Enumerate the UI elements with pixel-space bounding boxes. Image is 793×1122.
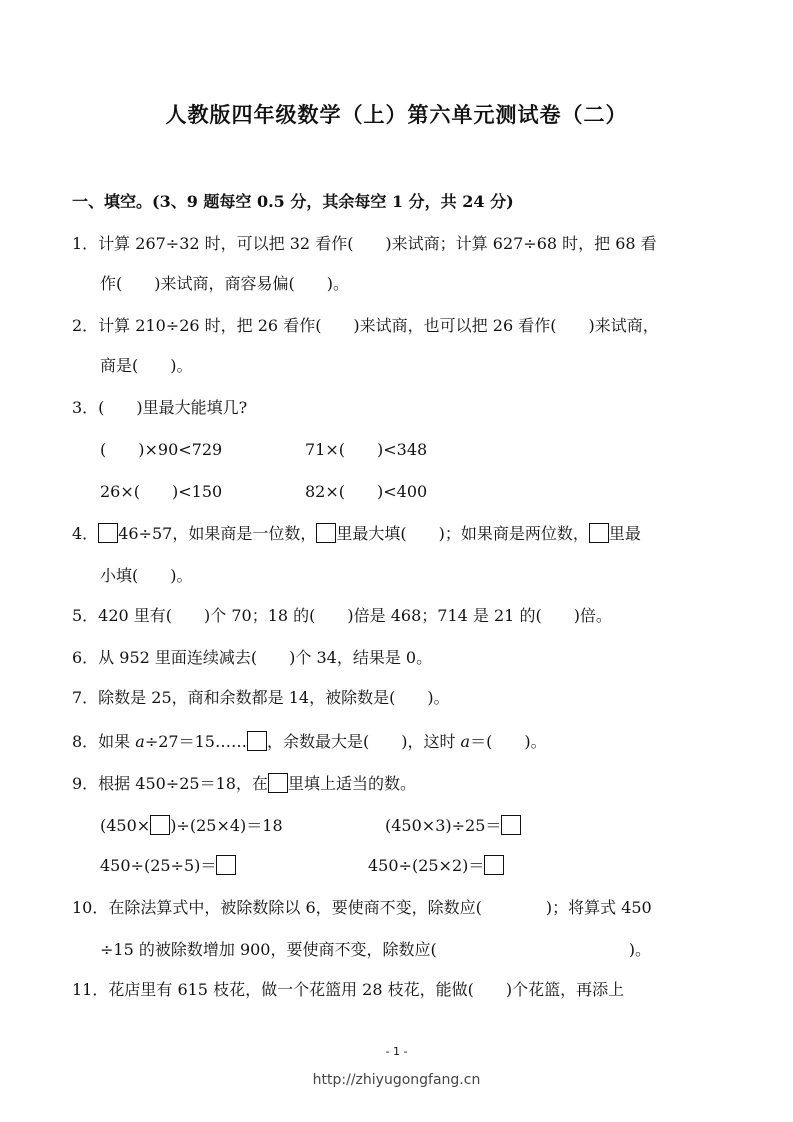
question-9-item-c <box>100 854 236 878</box>
question-10-line-1: 10．在除法算式中，被除数除以 6，要使商不变，除数应( )；将算式 450 <box>72 898 652 917</box>
question-3-line-1: 3．( )里最大能填几? <box>72 398 248 417</box>
question-2-line-2: 商是( )。 <box>100 356 193 375</box>
question-1-line-1: 1．计算 267÷32 时，可以把 32 看作( )来试商；计算 627÷68 时，把 68 看 <box>72 234 657 253</box>
question-8-text-a: 8．如果 <box>72 732 136 751</box>
question-9-item-a-text-2: )÷(25×4)＝18 <box>170 816 283 835</box>
question-4-text-c: 里最 <box>608 524 641 543</box>
answer-box <box>150 815 170 835</box>
question-6: 6．从 952 里面连续减去( )个 34，结果是 0。 <box>72 648 433 667</box>
question-4-text-b: 里最大填( )；如果商是两位数， <box>336 524 589 543</box>
question-9-text-a: 9．根据 450÷25＝18，在 <box>72 774 268 793</box>
question-9-item-a <box>100 814 283 838</box>
footer-url: http://zhiyugongfang.cn <box>312 1072 481 1088</box>
answer-box <box>501 815 521 835</box>
page-title: 人教版四年级数学（上）第六单元测试卷（二） <box>165 103 628 127</box>
question-8-text-c: ，余数最大是( )，这时 <box>266 732 461 751</box>
question-10-line-2: ÷15 的被除数增加 900，要使商不变，除数应( )。 <box>100 940 651 959</box>
answer-box <box>216 855 236 875</box>
variable-a: a <box>460 732 471 751</box>
question-3-item-d: 82×( )<400 <box>305 482 428 501</box>
answer-box <box>98 523 118 543</box>
question-5: 5．420 里有( )个 70；18 的( )倍是 468；714 是 21 的( )倍。 <box>72 606 612 625</box>
question-4-text-a: 46÷57，如果商是一位数， <box>118 524 317 543</box>
answer-box <box>484 855 504 875</box>
section-heading-fill-in: 一、填空。(3、9 题每空 0.5 分，其余每空 1 分，共 24 分) <box>72 192 514 211</box>
question-8-text-b: ÷27＝15…… <box>144 732 247 751</box>
question-9-line-1 <box>72 772 416 796</box>
variable-a: a <box>135 732 145 751</box>
question-7: 7．除数是 25，商和余数都是 14，被除数是( )。 <box>72 688 450 707</box>
question-9-text-b: 里填上适当的数。 <box>287 774 416 793</box>
question-9-item-d <box>368 854 504 878</box>
answer-box <box>316 523 336 543</box>
question-4-line-1 <box>72 522 641 546</box>
question-9-item-b-text: (450×3)÷25＝ <box>385 816 502 835</box>
question-9-item-b <box>385 814 521 838</box>
question-8-text-d: ＝( )。 <box>470 732 547 751</box>
page-number: - 1 - <box>385 1045 408 1058</box>
question-8 <box>72 730 547 754</box>
answer-box <box>589 523 609 543</box>
question-9-item-d-text: 450÷(25×2)＝ <box>368 856 485 875</box>
answer-box <box>247 731 267 751</box>
question-3-item-c: 26×( )<150 <box>100 482 223 501</box>
answer-box <box>268 773 288 793</box>
question-3-item-a: ( )×90<729 <box>100 440 223 459</box>
question-1-line-2: 作( )来试商，商容易偏( )。 <box>100 274 349 293</box>
question-3-item-b: 71×( )<348 <box>305 440 428 459</box>
question-11: 11．花店里有 615 枝花，做一个花篮用 28 枝花，能做( )个花篮，再添上 <box>72 980 625 999</box>
question-2-line-1: 2．计算 210÷26 时，把 26 看作( )来试商，也可以把 26 看作( )来试商， <box>72 316 659 335</box>
question-4-line-2: 小填( )。 <box>100 566 193 585</box>
question-9-item-a-text-1: (450× <box>100 816 151 835</box>
question-9-item-c-text: 450÷(25÷5)＝ <box>100 856 217 875</box>
question-4-number: 4． <box>72 524 99 543</box>
